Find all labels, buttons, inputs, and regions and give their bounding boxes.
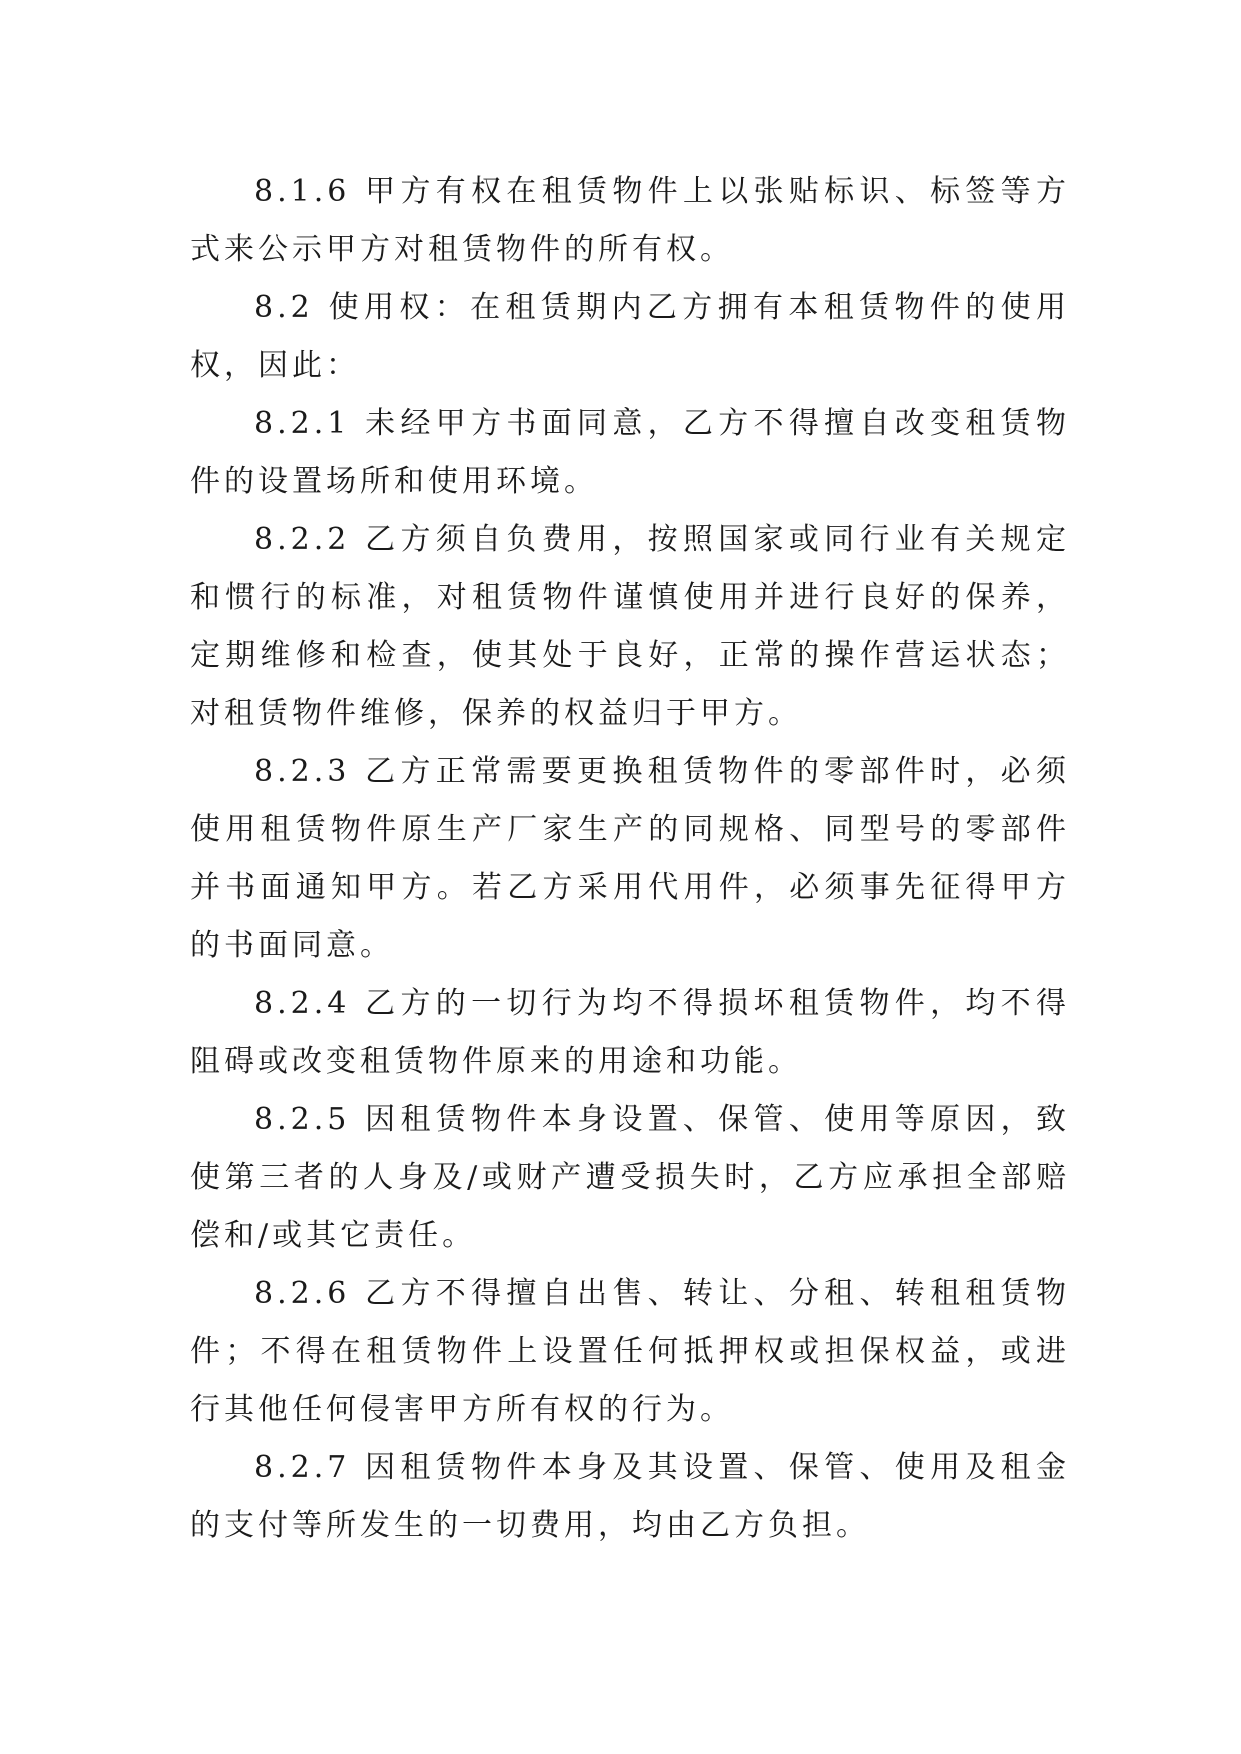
clause-8-2-4: 8.2.4 乙方的一切行为均不得损坏租赁物件，均不得阻碍或改变租赁物件原来的用途和功能。 bbox=[190, 986, 1070, 1079]
clause-8-2-6: 8.2.6 乙方不得擅自出售、转让、分租、转租租赁物件；不得在租赁物件上设置任何抵押权或担保权益，或进行其他任何侵害甲方所有权的行为。 bbox=[190, 1276, 1070, 1427]
document-body bbox=[190, 163, 1070, 1555]
clause-8-2-2: 8.2.2 乙方须自负费用，按照国家或同行业有关规定和惯行的标准，对租赁物件谨慎使用并进行良好的保养，定期维修和检查，使其处于良好，正常的操作营运状态；对租赁物件维修，保养的权益归于甲方。 bbox=[190, 522, 1070, 731]
clause-8-2-7: 8.2.7 因租赁物件本身及其设置、保管、使用及租金的支付等所发生的一切费用，均由乙方负担。 bbox=[190, 1450, 1070, 1543]
clause-8-1-6: 8.1.6 甲方有权在租赁物件上以张贴标识、标签等方式来公示甲方对租赁物件的所有权。 bbox=[190, 174, 1070, 267]
clause-8-2-5: 8.2.5 因租赁物件本身设置、保管、使用等原因，致使第三者的人身及/或财产遭受损失时，乙方应承担全部赔偿和/或其它责任。 bbox=[190, 1102, 1070, 1253]
clause-8-2-1: 8.2.1 未经甲方书面同意，乙方不得擅自改变租赁物件的设置场所和使用环境。 bbox=[190, 406, 1070, 499]
clause-8-2-3: 8.2.3 乙方正常需要更换租赁物件的零部件时，必须使用租赁物件原生产厂家生产的同规格、同型号的零部件并书面通知甲方。若乙方采用代用件，必须事先征得甲方的书面同意。 bbox=[190, 754, 1070, 963]
clause-8-2: 8.2 使用权：在租赁期内乙方拥有本租赁物件的使用权，因此： bbox=[190, 290, 1070, 383]
